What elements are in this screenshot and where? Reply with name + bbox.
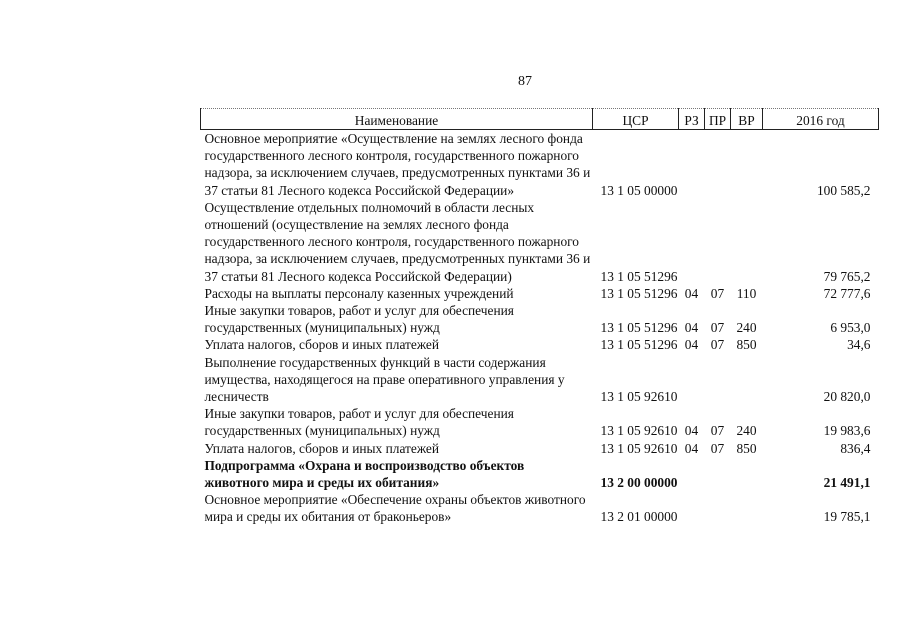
row-sum-cell: 72 777,6: [823, 285, 871, 301]
row-rz-cell: 04: [684, 320, 699, 336]
row-rz-cell: [679, 199, 705, 285]
row-vr-cell: [731, 130, 763, 199]
row-pr-cell: 07: [710, 423, 725, 439]
table-row: [201, 336, 879, 353]
header-rz: РЗ: [679, 109, 705, 130]
row-name-cell: Выполнение государственных функций в части содержания имущества, находящегося на праве оперативного управления у лесничеств: [204, 354, 565, 405]
table-row: [201, 405, 879, 439]
row-vr-cell: 240: [736, 423, 757, 439]
row-vr-cell: [731, 457, 763, 491]
row-name-cell: Расходы на выплаты персоналу казенных учреждений: [204, 285, 514, 301]
row-vr-cell: 850: [736, 440, 757, 456]
row-sum-cell: 21 491,1: [823, 475, 871, 491]
table-row: [201, 354, 879, 406]
table-row: [201, 285, 879, 302]
row-pr-cell: [705, 130, 731, 199]
row-name-cell: Осуществление отдельных полномочий в области лесных отношений (осуществление на землях лесного фонда государственного лесного контроля, государственного пожарного надзора, за исключением случаев, предусмотренных пунктами 36 и 37 статьи 81 Лесного кодекса Российской Федерации): [204, 199, 591, 284]
row-rz-cell: [679, 457, 705, 491]
row-rz-cell: [679, 130, 705, 199]
row-csr-cell: 13 1 05 92610: [600, 440, 678, 456]
row-csr-cell: 13 2 01 00000: [600, 509, 678, 525]
row-vr-cell: 850: [736, 337, 757, 353]
header-vr: ВР: [731, 109, 763, 130]
budget-table: [200, 108, 879, 526]
row-sum-cell: 79 765,2: [823, 268, 871, 284]
row-csr-cell: 13 1 05 92610: [600, 389, 678, 405]
row-pr-cell: [705, 457, 731, 491]
row-csr-cell: 13 2 00 00000: [600, 475, 678, 491]
row-sum-cell: 836,4: [840, 440, 871, 456]
row-pr-cell: [705, 491, 731, 525]
row-pr-cell: 07: [710, 285, 725, 301]
row-csr-cell: 13 1 05 51296: [600, 268, 678, 284]
row-csr-cell: 13 1 05 00000: [600, 182, 678, 198]
row-name-cell: Уплата налогов, сборов и иных платежей: [204, 337, 440, 353]
row-rz-cell: 04: [684, 440, 699, 456]
table-header: [201, 109, 879, 130]
row-name-cell: Основное мероприятие «Обеспечение охраны объектов животного мира и среды их обитания от браконьеров»: [204, 492, 586, 525]
row-pr-cell: 07: [710, 440, 725, 456]
table-body: [201, 130, 879, 526]
row-sum-cell: 19 785,1: [823, 509, 871, 525]
row-pr-cell: [705, 354, 731, 406]
row-pr-cell: 07: [710, 337, 725, 353]
row-sum-cell: 34,6: [847, 337, 871, 353]
table-row: [201, 491, 879, 525]
row-vr-cell: [731, 491, 763, 525]
row-name-cell: Уплата налогов, сборов и иных платежей: [204, 440, 440, 456]
row-name-cell: Подпрограмма «Охрана и воспроизводство объектов животного мира и среды их обитания»: [204, 457, 525, 491]
row-vr-cell: 240: [736, 320, 757, 336]
row-rz-cell: [679, 491, 705, 525]
row-csr-cell: 13 1 05 92610: [600, 423, 678, 439]
row-sum-cell: 100 585,2: [816, 182, 871, 198]
table-row: [201, 302, 879, 336]
table-row: [201, 130, 879, 199]
row-rz-cell: 04: [684, 423, 699, 439]
row-csr-cell: 13 1 05 51296: [600, 285, 678, 301]
page-number: 87: [518, 74, 532, 89]
row-csr-cell: 13 1 05 51296: [600, 320, 678, 336]
row-pr-cell: 07: [710, 320, 725, 336]
table-row: [201, 199, 879, 285]
row-sum-cell: 19 983,6: [823, 423, 871, 439]
row-pr-cell: [705, 199, 731, 285]
row-sum-cell: 20 820,0: [823, 389, 871, 405]
table-row: [201, 440, 879, 457]
table-row: [201, 457, 879, 491]
header-name: Наименование: [201, 109, 593, 130]
row-vr-cell: [731, 354, 763, 406]
row-sum-cell: 6 953,0: [830, 320, 871, 336]
row-name-cell: Иные закупки товаров, работ и услуг для обеспечения государственных (муниципальных) нужд: [204, 303, 514, 336]
row-csr-cell: 13 1 05 51296: [600, 337, 678, 353]
row-rz-cell: 04: [684, 285, 699, 301]
row-rz-cell: 04: [684, 337, 699, 353]
row-rz-cell: [679, 354, 705, 406]
row-vr-cell: [731, 199, 763, 285]
row-name-cell: Основное мероприятие «Осуществление на землях лесного фонда государственного лесного контроля, государственного пожарного надзора, за исключением случаев, предусмотренных пунктами 36 и 37 статьи 81 Лесного кодекса Российской Федерации»: [204, 131, 591, 198]
row-name-cell: Иные закупки товаров, работ и услуг для обеспечения государственных (муниципальных) нужд: [204, 406, 514, 439]
header-sum: 2016 год: [763, 109, 879, 130]
header-csr: ЦСР: [593, 109, 679, 130]
row-vr-cell: 110: [736, 285, 757, 301]
header-pr: ПР: [705, 109, 731, 130]
